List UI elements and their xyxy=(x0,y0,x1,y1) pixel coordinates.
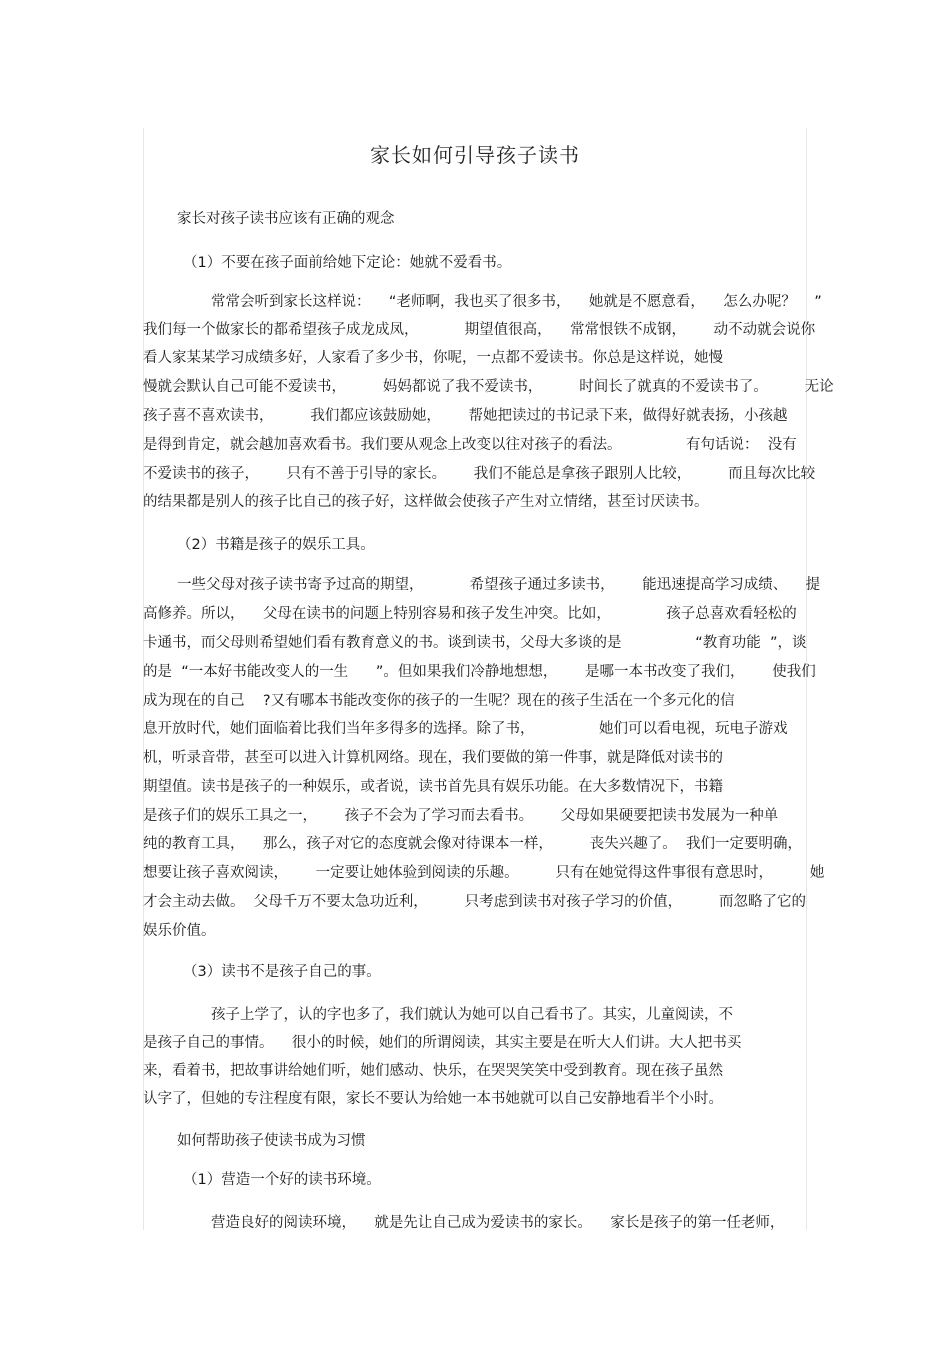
text-line: 不爱读书的孩子， 只有不善于引导的家长。 我们不能总是拿孩子跟别人比较， 而且每次比较 xyxy=(143,466,816,482)
text-line: 是孩子们的娱乐工具之一， 孩子不会为了学习而去看书。 父母如果硬要把读书发展为一种单 xyxy=(143,808,779,824)
text-line: （1）营造一个好的读书环境。 xyxy=(183,1172,381,1188)
text-line: 息开放时代，她们面临着比我们当年多得多的选择。除了书， 她们可以看电视，玩电子游戏 xyxy=(143,721,788,737)
document-title: 家长如何引导孩子读书 xyxy=(370,143,580,167)
text-line: 才会主动去做。 父母千万不要太急功近利， 只考虑到读书对孩子学习的价值， 而忽略了它的 xyxy=(143,894,806,910)
text-line: 家长对孩子读书应该有正确的观念 xyxy=(177,211,395,227)
text-line: （3）读书不是孩子自己的事。 xyxy=(183,964,381,980)
text-line: 机，听录音带，甚至可以进入计算机网络。现在，我们要做的第一件事，就是降低对读书的 xyxy=(143,750,723,766)
text-line: 营造良好的阅读环境， 就是先让自己成为爱读书的家长。 家长是孩子的第一任老师， xyxy=(211,1215,785,1231)
text-line: 的是 “一本好书能改变人的一生 ”。但如果我们冷静地想想， 是哪一本书改变了我们， 使我们 xyxy=(143,664,816,680)
text-line: 是得到肯定，就会越加喜欢看书。我们要从观念上改变以往对孩子的看法。 有句话说： 没有 xyxy=(143,437,797,453)
text-line: （1）不要在孩子面前给她下定论：她就不爱看书。 xyxy=(183,255,512,271)
text-line: 看人家某某学习成绩多好，人家看了多少书，你呢，一点都不爱读书。你总是这样说，她慢 xyxy=(143,350,723,366)
text-line: 的结果都是别人的孩子比自己的孩子好，这样做会使孩子产生对立情绪，甚至讨厌读书。 xyxy=(143,494,709,510)
text-line: 纯的教育工具， 那么，孩子对它的态度就会像对待课本一样， 丧失兴趣了。 我们一定要明确， xyxy=(143,836,803,852)
text-line: 来，看着书，把故事讲给她们听，她们感动、快乐，在哭哭笑笑中受到教育。现在孩子虽然 xyxy=(143,1063,723,1079)
text-line: 娱乐价值。 xyxy=(143,923,216,939)
text-line: （2）书籍是孩子的娱乐工具。 xyxy=(177,537,375,553)
text-line: 高修养。所以， 父母在读书的问题上特别容易和孩子发生冲突。比如， 孩子总喜欢看轻松的 xyxy=(143,606,797,622)
text-line: 是孩子自己的事情。 很小的时候，她们的所谓阅读，其实主要是在听大人们讲。大人把书买 xyxy=(143,1035,742,1051)
text-line: 慢就会默认自己可能不爱读书， 妈妈都说了我不爱读书， 时间长了就真的不爱读书了。 无论 xyxy=(143,379,834,395)
text-line: 想要让孩子喜欢阅读， 一定要让她体验到阅读的乐趣。 只有在她觉得这件事很有意思时， 她 xyxy=(143,865,825,881)
text-line: 认字了，但她的专注程度有限，家长不要认为给她一本书她就可以自己安静地看半个小时。 xyxy=(143,1091,723,1107)
text-line: 成为现在的自己 ?又有哪本书能改变你的孩子的一生呢？现在的孩子生活在一个多元化的信 xyxy=(143,693,735,709)
text-line: 我们每一个做家长的都希望孩子成龙成凤， 期望值很高， 常常恨铁不成钢， 动不动就会说你 xyxy=(143,322,816,338)
text-line: 孩子上学了，认的字也多了，我们就认为她可以自己看书了。其实，儿童阅读，不 xyxy=(211,1007,733,1023)
text-line: 卡通书，而父母则希望她们看有教育意义的书。谈到读书，父母大多谈的是 “教育功能 ”，谈 xyxy=(143,635,807,651)
text-line: 如何帮助孩子使读书成为习惯 xyxy=(177,1133,366,1149)
text-line: 一些父母对孩子读书寄予过高的期望， 希望孩子通过多读书， 能迅速提高学习成绩、 提 xyxy=(177,577,821,593)
text-line: 常常会听到家长这样说： “老师啊，我也买了很多书， 她就是不愿意看， 怎么办呢？ ” xyxy=(211,294,822,310)
text-line: 期望值。读书是孩子的一种娱乐，或者说，读书首先具有娱乐功能。在大多数情况下，书籍 xyxy=(143,779,723,795)
text-line: 孩子喜不喜欢读书， 我们都应该鼓励她， 帮她把读过的书记录下来，做得好就表扬，小孩越 xyxy=(143,408,788,424)
